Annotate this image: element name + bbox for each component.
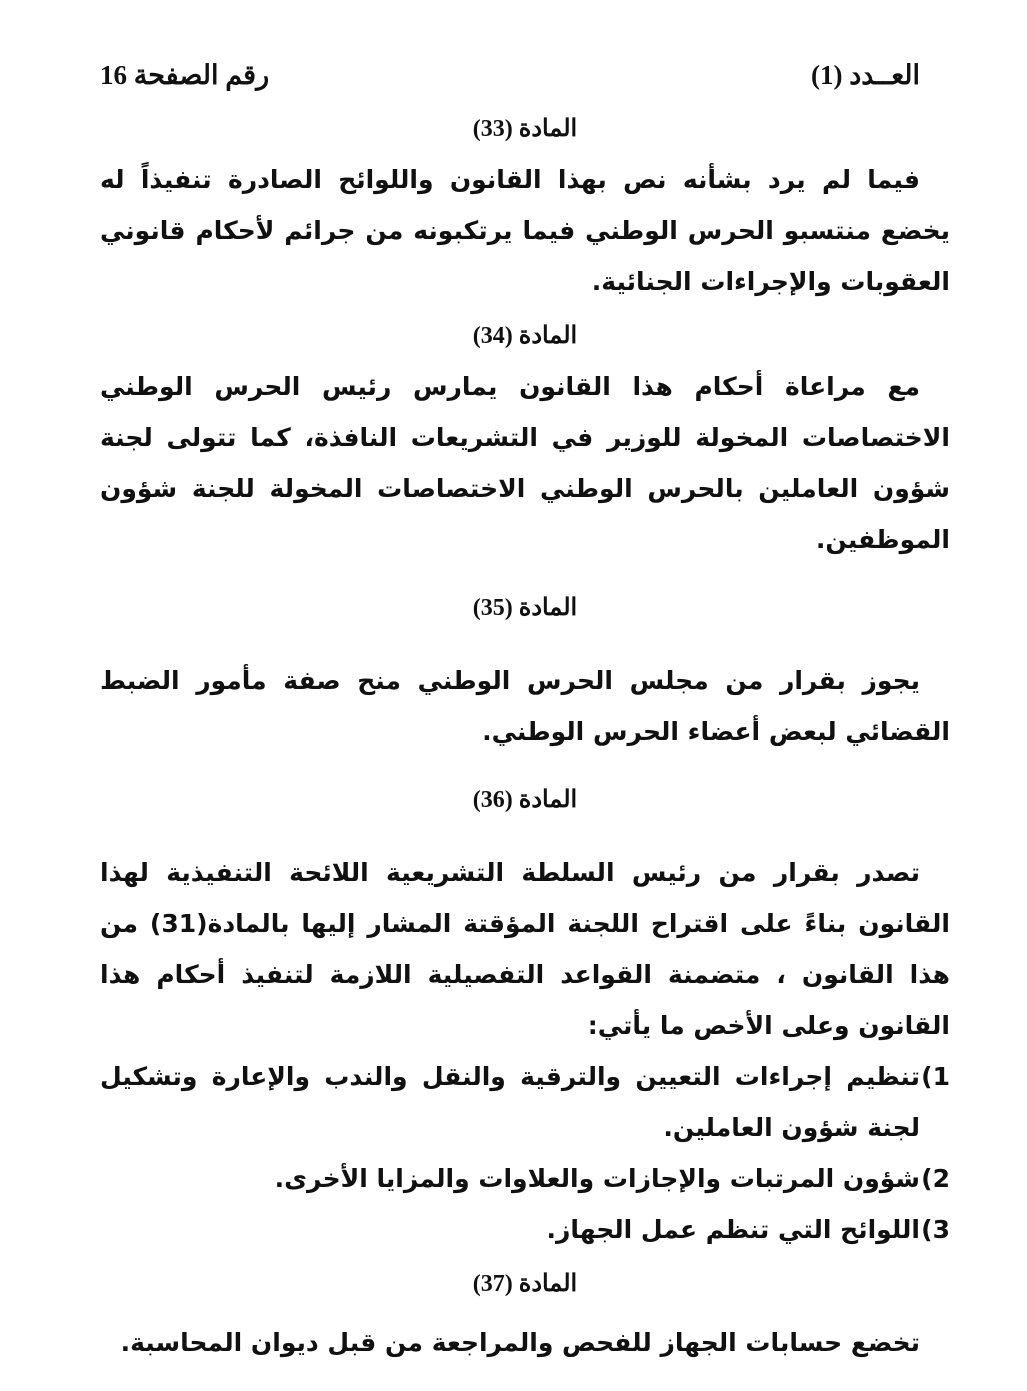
article-text: تخضع حسابات الجهاز للفحص والمراجعة من قبل ديوان المحاسبة. xyxy=(120,1328,920,1357)
article-35 xyxy=(100,589,950,757)
article-text: يجوز بقرار من مجلس الحرس الوطني منح صفة مأمور الضبط القضائي لبعض أعضاء الحرس الوطني. xyxy=(100,666,950,746)
article-text: مع مراعاة أحكام هذا القانون يمارس رئيس الحرس الوطني الاختصاصات المخولة للوزير في التشريعات النافذة، كما تتولى لجنة شؤون العاملين بالحرس الوطني الاختصاصات المخولة للجنة شؤون الموظفين. xyxy=(100,372,950,554)
article-36 xyxy=(100,781,950,1255)
article-34 xyxy=(100,317,950,565)
article-items xyxy=(100,1051,950,1255)
issue-number: العــدد (1) xyxy=(810,60,920,90)
article-title: المادة (35) xyxy=(472,595,578,621)
page-header xyxy=(100,60,950,108)
article-text: تصدر بقرار من رئيس السلطة التشريعية اللائحة التنفيذية لهذا القانون بناءً على اقتراح اللجنة المؤقتة المشار إليها بالمادة(31) من هذا القانون ، متضمنة القواعد التفصيلية اللازمة لتنفيذ أحكام هذا القانون وعلى الأخص ما يأتي: xyxy=(100,858,950,1040)
list-item: 2) شؤون المرتبات والإجازات والعلاوات والمزايا الأخرى. xyxy=(274,1164,950,1193)
article-33 xyxy=(100,110,950,307)
article-text: فيما لم يرد بشأنه نص بهذا القانون واللوائح الصادرة تنفيذاً له يخضع منتسبو الحرس الوطني فيما يرتكبونه من جرائم لأحكام قانوني العقوبات والإجراءات الجنائية. xyxy=(100,165,950,296)
article-title: المادة (37) xyxy=(472,1271,578,1297)
list-item: 3) اللوائح التي تنظم عمل الجهاز. xyxy=(546,1215,950,1244)
page-number: رقم الصفحة 16 xyxy=(100,60,270,90)
article-37 xyxy=(100,1265,950,1368)
article-title: المادة (36) xyxy=(472,787,578,813)
article-title: المادة (33) xyxy=(472,116,578,142)
list-item: 1) تنظيم إجراءات التعيين والترقية والنقل والندب والإعارة وتشكيل لجنة شؤون العاملين. xyxy=(100,1062,950,1142)
document-page xyxy=(100,60,950,1368)
article-title: المادة (34) xyxy=(472,323,578,349)
